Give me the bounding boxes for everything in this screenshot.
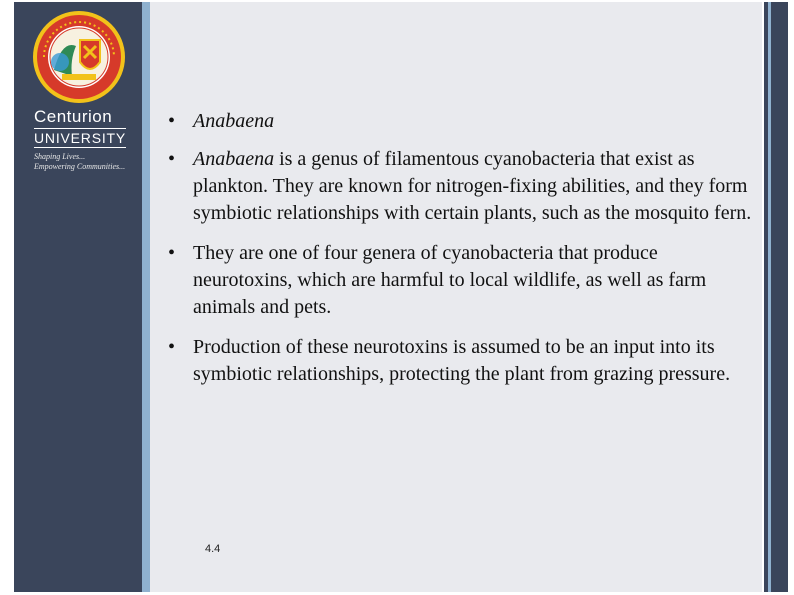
brand-tagline-1: Shaping Lives... <box>34 152 86 161</box>
sidebar-accent-stripe <box>142 2 150 592</box>
bullet-item <box>166 146 758 227</box>
brand-name-line1: Centurion <box>34 107 113 126</box>
right-accent-stripe <box>768 2 771 592</box>
heading-bullet <box>166 108 758 135</box>
page-number: 4.4 <box>205 543 221 555</box>
university-seal-logo <box>32 10 126 104</box>
university-brand <box>34 108 142 172</box>
bullet-text: is a genus of filamentous cyanobacteria that exist as plankton. They are known for nitrogen-fixing abilities, and they form symbiotic relationships with certain plants, such as the mosquito fern. <box>193 148 752 224</box>
slide-content <box>166 108 758 388</box>
bullet-item <box>166 334 758 388</box>
heading-text: Anabaena <box>193 110 275 132</box>
bullet-item <box>166 240 758 321</box>
bullet-emphasis: Anabaena <box>193 148 275 170</box>
bullet-text: Production of these neurotoxins is assumed to be an input into its symbiotic relationships, protecting the plant from grazing pressure. <box>193 336 731 385</box>
brand-tagline-2: Empowering Communities... <box>34 162 126 171</box>
brand-name-line2: UNIVERSITY <box>34 130 127 146</box>
bullet-text: They are one of four genera of cyanobacteria that produce neurotoxins, which are harmful to local wildlife, as well as farm animals and pets. <box>193 242 707 318</box>
